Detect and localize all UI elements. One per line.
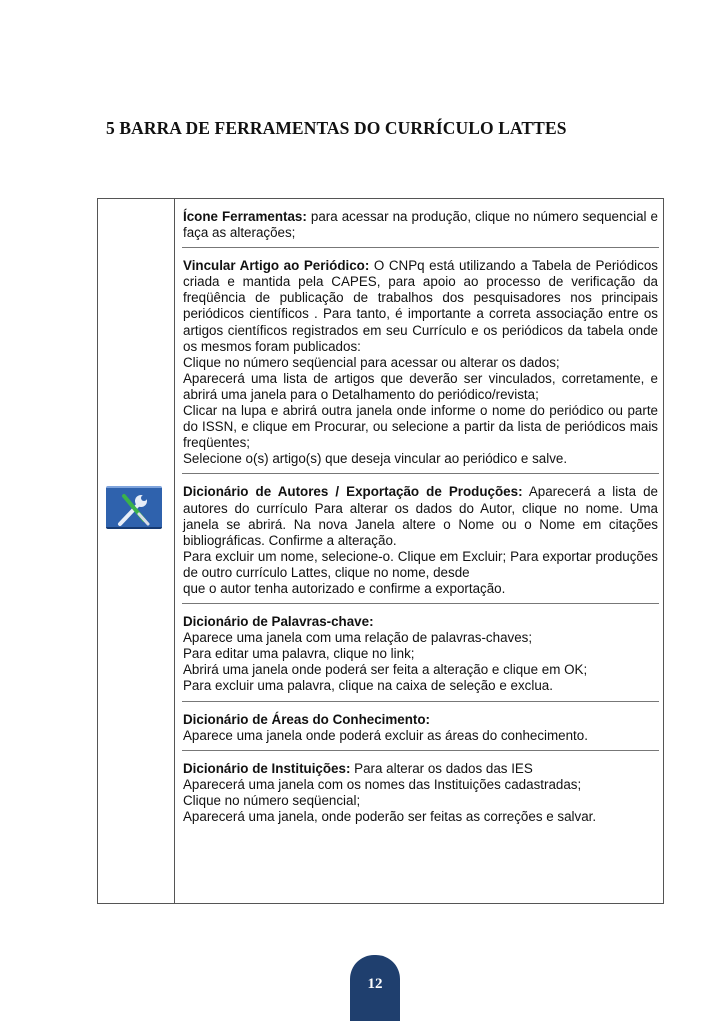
entry-text: Aparecerá a lista de autores do currículo Para alterar os dados do Autor, clique no nome. Uma janela se abrirá. Na nova Janela altere o Nome ou o Nome em citações bibliográficas. Confirme a alteração.: [183, 484, 658, 548]
entry-heading: Dicionário de Autores / Exportação de Produções:: [183, 484, 523, 500]
entries-column: [175, 199, 663, 831]
entry-dicionario-instituicoes: [182, 751, 659, 831]
entry-text: Aparece uma janela onde poderá excluir as áreas do conhecimento.: [183, 727, 588, 743]
entry-text: O CNPq está utilizando a Tabela de Periódicos criada e mantida pela CAPES, para apoio ao processo de verificação da freqüência de publicação de trabalhos dos pesquisadores nos principais periódicos científicos . Para tanto, é importante a correta associação entre os artigos científicos registrados em seu Currículo e os periódicos da tabela onde os mesmos foram publicados:: [183, 258, 658, 354]
entry-heading: Dicionário de Instituições:: [183, 760, 351, 776]
entry-text: Clique no número seqüencial para acessar ou alterar os dados;: [183, 354, 560, 370]
entry-text: Aparecerá uma janela, onde poderão ser feitas as correções e salvar.: [183, 809, 597, 824]
tools-table: [97, 198, 664, 904]
entry-heading: Dicionário de Áreas do Conhecimento:: [183, 711, 431, 727]
entry-text: Clique no número seqüencial;: [183, 792, 361, 808]
entry-vincular-artigo: [182, 248, 659, 474]
entry-heading: Dicionário de Palavras-chave:: [183, 614, 374, 630]
page-number-badge: [350, 955, 400, 1021]
entry-dicionario-autores: [182, 474, 659, 604]
entry-icone-ferramentas: [182, 199, 659, 248]
entry-text: Aparecerá uma lista de artigos que deverão ser vinculados, corretamente, e abrirá uma janela para o Detalhamento do periódico/revista;: [183, 370, 658, 402]
entry-heading: Vincular Artigo ao Periódico:: [183, 258, 370, 274]
entry-dicionario-areas: [182, 702, 659, 751]
entry-text: Para excluir um nome, selecione-o. Clique em Excluir; Para exportar produções de outro currículo Lattes, clique no nome, desde: [183, 548, 658, 580]
tools-icon: [106, 486, 162, 529]
entry-text: Selecione o(s) artigo(s) que deseja vincular ao periódico e salve.: [183, 451, 568, 467]
entry-text: Para editar uma palavra, clique no link;: [183, 646, 415, 662]
entry-text: Aparece uma janela com uma relação de palavras-chaves;: [183, 630, 533, 646]
entry-text: Clicar na lupa e abrirá outra janela onde informe o nome do periódico ou parte do ISSN, e clique em Procurar, ou selecione a partir da lista de periódicos mais freqüentes;: [183, 403, 658, 451]
entry-heading: Ícone Ferramentas:: [183, 209, 307, 224]
entry-text: Abrirá uma janela onde poderá ser feita a alteração e clique em OK;: [183, 662, 588, 678]
entry-text: Para alterar os dados das IES: [354, 760, 533, 776]
entry-text: que o autor tenha autorizado e confirme a exportação.: [183, 580, 506, 596]
section-title: 5 BARRA DE FERRAMENTAS DO CURRÍCULO LATTES: [106, 118, 567, 138]
entry-text: para acessar na produção, clique no número sequencial e faça as alterações;: [183, 209, 658, 241]
entry-dicionario-palavras-chave: [182, 604, 659, 701]
entry-text: Aparecerá uma janela com os nomes das Instituições cadastradas;: [183, 776, 582, 792]
page-number: 12: [367, 976, 383, 992]
entry-text: Para excluir uma palavra, clique na caixa de seleção e exclua.: [183, 678, 553, 694]
icon-column: [98, 199, 175, 903]
